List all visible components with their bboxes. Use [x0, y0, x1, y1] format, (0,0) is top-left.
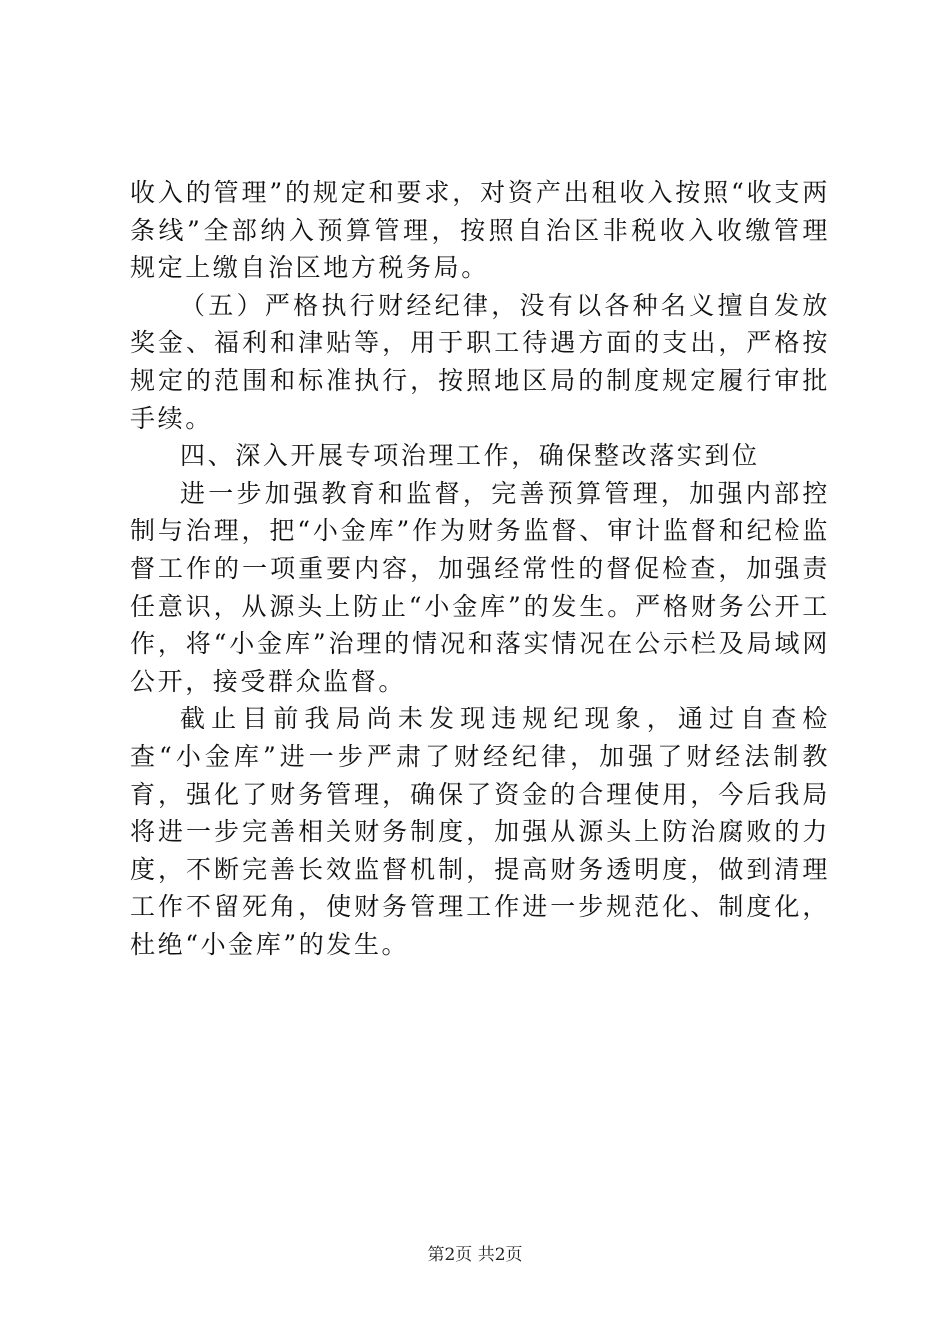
document-body: [130, 174, 830, 963]
paragraph-supervision: 进一步加强教育和监督，完善预算管理，加强内部控制与治理，把“小金库”作为财务监督、审计监督和纪检监督工作的一项重要内容，加强经常性的督促检查，加强责任意识，从源头上防止“小金库”的发生。严格财务公开工作，将“小金库”治理的情况和落实情况在公示栏及局域网公开，接受群众监督。: [130, 478, 830, 696]
paragraph-continued: 收入的管理”的规定和要求，对资产出租收入按照“收支两条线”全部纳入预算管理，按照自治区非税收入收缴管理规定上缴自治区地方税务局。: [130, 178, 830, 283]
section-heading-four: 四、深入开展专项治理工作，确保整改落实到位: [180, 441, 760, 471]
paragraph-conclusion: 截止目前我局尚未发现违规纪现象，通过自查检查“小金库”进一步严肃了财经纪律，加强了财经法制教育，强化了财务管理，确保了资金的合理使用，今后我局将进一步完善相关财务制度，加强从源头上防治腐败的力度，不断完善长效监督机制，提高财务透明度，做到清理工作不留死角，使财务管理工作进一步规范化、制度化，杜绝“小金库”的发生。: [130, 704, 830, 959]
page-number: 第2页: [427, 1245, 473, 1265]
page-footer: [0, 1243, 950, 1267]
page-total: 共2页: [477, 1245, 523, 1265]
paragraph-item-five: （五）严格执行财经纪律，没有以各种名义擅自发放奖金、福利和津贴等，用于职工待遇方面的支出，严格按规定的范围和标准执行，按照地区局的制度规定履行审批手续。: [130, 290, 830, 433]
